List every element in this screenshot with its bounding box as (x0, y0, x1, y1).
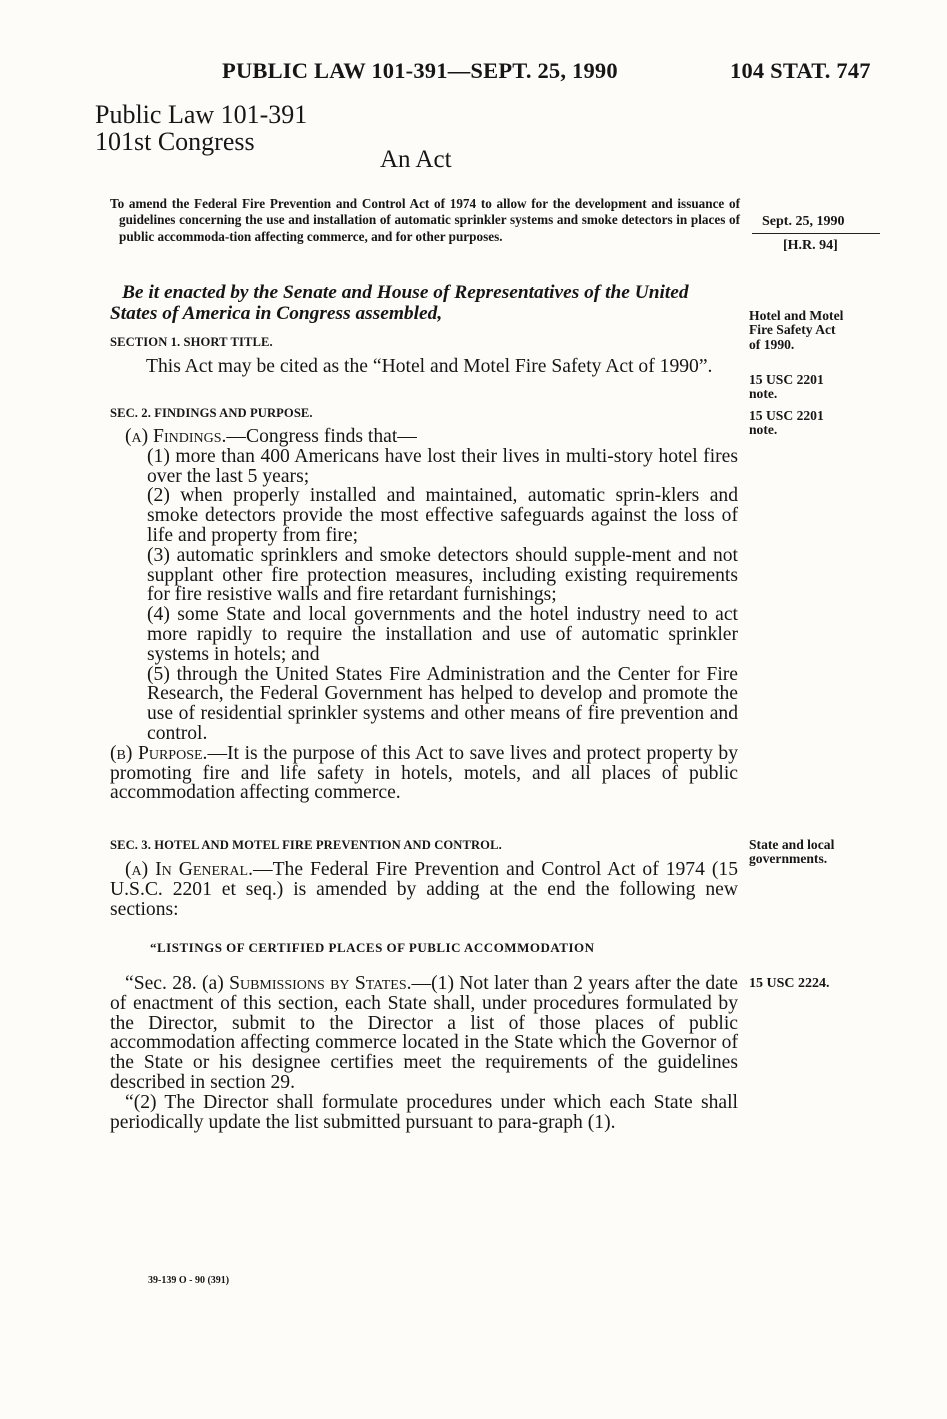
margin-note-usc-1: 15 USC 2201 note. (749, 372, 824, 402)
margin-note-usc-2224: 15 USC 2224. (749, 976, 830, 991)
in-general-paragraph (110, 860, 738, 919)
section-28-open: “Sec. 28. (a) (125, 973, 230, 994)
margin-bill-number: [H.R. 94] (783, 238, 838, 253)
section-3-body (110, 860, 738, 919)
finding-item: (1) more than 400 Americans have lost their lives in multi-story hotel fires over the last 5 years; (147, 445, 738, 487)
section-28-paragraph-1 (110, 974, 738, 1093)
running-head: PUBLIC LAW 101-391—SEPT. 25, 1990 (222, 58, 618, 83)
finding-item: (3) automatic sprinklers and smoke detectors should supple-ment and not supplant other fire protection measures, including existing requirements for fire resistive walls and fire retardant furnishings; (147, 544, 738, 606)
purpose-text: —It is the purpose of this Act to save lives and protect property by promoting fire and life safety in hotels, motels, and all places of public accommodation affecting commerce. (110, 742, 738, 804)
in-general-lead: (a) In General. (125, 859, 253, 880)
congress-number: 101st Congress (95, 127, 255, 156)
stat-page-number: 104 STAT. 747 (730, 58, 871, 83)
findings-lead: (a) Findings. (125, 426, 227, 447)
margin-note-usc-2: 15 USC 2201 note. (749, 408, 824, 438)
section-2-heading: SEC. 2. FINDINGS AND PURPOSE. (110, 406, 313, 420)
finding-item: (2) when properly installed and maintained, automatic sprin-klers and smoke detectors provide the most effective safeguards against the loss of life and property from fire; (147, 485, 738, 546)
footer-print-code: 39-139 O - 90 (391) (148, 1275, 230, 1286)
margin-note-state-local: State and local governments. (749, 837, 835, 867)
finding-item: (5) through the United States Fire Administration and the Center for Fire Research, the Federal Government has helped to develop and promote the use of residential sprinkler systems and other means of fire prevention and control. (147, 663, 738, 744)
submissions-lead: Submissions by States. (229, 973, 412, 994)
section-2-body (110, 427, 738, 803)
findings-lead-text: —Congress finds that— (226, 426, 417, 447)
margin-note-short-title: Hotel and Motel Fire Safety Act of 1990. (749, 308, 844, 352)
section-28-body (110, 974, 738, 1132)
purpose-clause: To amend the Federal Fire Prevention and Control Act of 1974 to allow for the development and issuance of guidelines concerning the use and installation of automatic sprinkler systems and smoke detectors in places of public accommoda-tion affecting commerce, and for other purposes. (110, 196, 740, 244)
short-title-text: This Act may be cited as the “Hotel and Motel Fire Safety Act of 1990”. (146, 356, 713, 377)
margin-date: Sept. 25, 1990 (762, 214, 845, 229)
public-law-number: Public Law 101-391 (95, 100, 308, 129)
purpose-paragraph (110, 744, 738, 803)
finding-item: (4) some State and local governments and the hotel industry need to act more rapidly to require the installation and use of automatic sprinkler systems in hotels; and (147, 604, 738, 665)
findings-intro (110, 427, 738, 447)
section-28-paragraph-2: “(2) The Director shall formulate procedures under which each State shall periodically update the list submitted pursuant to para-graph (1). (110, 1091, 738, 1133)
act-heading: An Act (380, 146, 452, 173)
in-general-text: —The Federal Fire Prevention and Control Act of 1974 (15 U.S.C. 2201 et seq.) is amended by adding at the end the following new sections: (110, 859, 738, 920)
purpose-lead: (b) Purpose. (110, 742, 208, 764)
section-1-body (110, 357, 738, 377)
enacting-clause: Be it enacted by the Senate and House of Representatives of the United States of America in Congress assembled, (110, 282, 689, 324)
margin-rule (752, 233, 880, 234)
listing-subheading: “LISTINGS OF CERTIFIED PLACES OF PUBLIC ACCOMMODATION (150, 940, 595, 955)
section-28-text: —(1) Not later than 2 years after the date of enactment of this section, each State shall, under procedures formulated by the Director, submit to the Director a list of those places of public accommodation affecting commerce located in the State which the Governor of the State or his designee certifies meet the requirements of the guidelines described in section 29. (110, 973, 739, 1093)
section-1-heading: SECTION 1. SHORT TITLE. (110, 335, 273, 349)
section-3-heading: SEC. 3. HOTEL AND MOTEL FIRE PREVENTION AND CONTROL. (110, 838, 502, 852)
